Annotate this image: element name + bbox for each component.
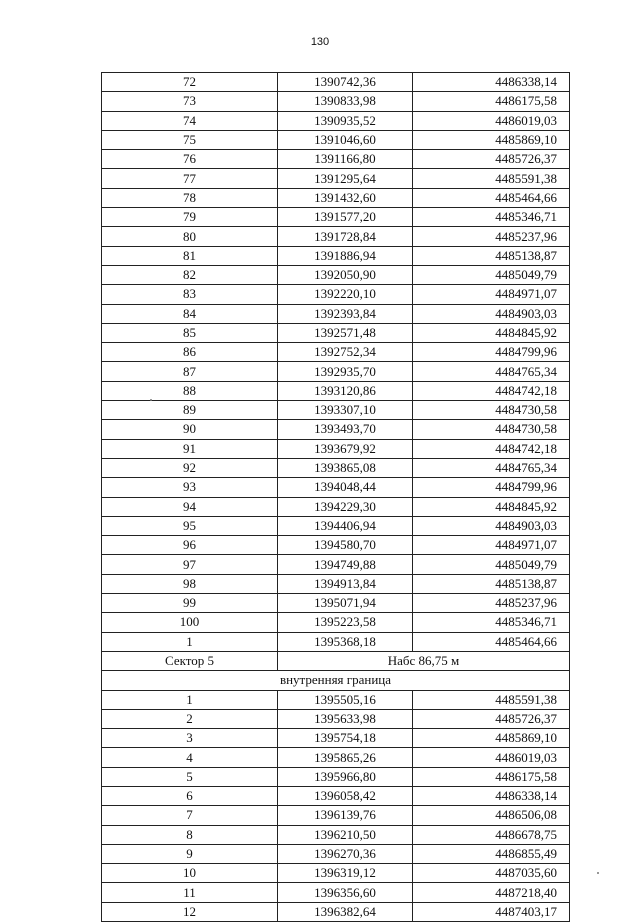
x-coordinate-cell: 1394913,84 — [278, 574, 413, 593]
point-number-cell: 94 — [102, 497, 278, 516]
point-number-cell: 72 — [102, 73, 278, 92]
x-coordinate-cell: 1396382,64 — [278, 902, 413, 921]
point-number-cell: 98 — [102, 574, 278, 593]
table-row — [102, 806, 570, 825]
x-coordinate-cell: 1393679,92 — [278, 439, 413, 458]
page-number: 130 — [310, 36, 330, 48]
table-row — [102, 265, 570, 284]
x-coordinate-cell: 1392752,34 — [278, 343, 413, 362]
x-coordinate-cell: 1395505,16 — [278, 690, 413, 709]
x-coordinate-cell: 1393120,86 — [278, 381, 413, 400]
scan-speck — [150, 399, 152, 401]
point-number-cell: 76 — [102, 150, 278, 169]
table-body-bottom — [102, 690, 570, 922]
table-row — [102, 864, 570, 883]
table-row — [102, 729, 570, 748]
point-number-cell: 1 — [102, 690, 278, 709]
table-row — [102, 574, 570, 593]
table-row — [102, 439, 570, 458]
table-row — [102, 188, 570, 207]
point-number-cell: 75 — [102, 130, 278, 149]
x-coordinate-cell: 1394406,94 — [278, 516, 413, 535]
x-coordinate-cell: 1395633,98 — [278, 709, 413, 728]
x-coordinate-cell: 1391728,84 — [278, 227, 413, 246]
y-coordinate-cell: 4486019,03 — [413, 111, 570, 130]
y-coordinate-cell: 4486338,14 — [413, 73, 570, 92]
table-row — [102, 748, 570, 767]
y-coordinate-cell: 4484742,18 — [413, 439, 570, 458]
table-row — [102, 111, 570, 130]
point-number-cell: 88 — [102, 381, 278, 400]
point-number-cell: 82 — [102, 265, 278, 284]
table-row — [102, 420, 570, 439]
point-number-cell: 12 — [102, 902, 278, 921]
y-coordinate-cell: 4484903,03 — [413, 516, 570, 535]
y-coordinate-cell: 4485869,10 — [413, 729, 570, 748]
point-number-cell: 91 — [102, 439, 278, 458]
sector-row — [102, 651, 570, 670]
table-row — [102, 690, 570, 709]
table-row — [102, 478, 570, 497]
x-coordinate-cell: 1392050,90 — [278, 265, 413, 284]
sector-label: Сектор 5 — [102, 651, 278, 670]
y-coordinate-cell: 4485464,66 — [413, 632, 570, 651]
point-number-cell: 83 — [102, 285, 278, 304]
x-coordinate-cell: 1390935,52 — [278, 111, 413, 130]
point-number-cell: 89 — [102, 401, 278, 420]
point-number-cell: 73 — [102, 92, 278, 111]
table-row — [102, 786, 570, 805]
boundary-row — [102, 671, 570, 690]
y-coordinate-cell: 4484903,03 — [413, 304, 570, 323]
x-coordinate-cell: 1392220,10 — [278, 285, 413, 304]
point-number-cell: 100 — [102, 613, 278, 632]
point-number-cell: 6 — [102, 786, 278, 805]
x-coordinate-cell: 1395368,18 — [278, 632, 413, 651]
x-coordinate-cell: 1396139,76 — [278, 806, 413, 825]
point-number-cell: 74 — [102, 111, 278, 130]
y-coordinate-cell: 4484845,92 — [413, 323, 570, 342]
table-row — [102, 536, 570, 555]
y-coordinate-cell: 4487218,40 — [413, 883, 570, 902]
point-number-cell: 87 — [102, 362, 278, 381]
point-number-cell: 77 — [102, 169, 278, 188]
y-coordinate-cell: 4484765,34 — [413, 458, 570, 477]
y-coordinate-cell: 4484742,18 — [413, 381, 570, 400]
table-row — [102, 381, 570, 400]
y-coordinate-cell: 4486175,58 — [413, 767, 570, 786]
table-row — [102, 709, 570, 728]
y-coordinate-cell: 4485464,66 — [413, 188, 570, 207]
y-coordinate-cell: 4485591,38 — [413, 169, 570, 188]
table-row — [102, 169, 570, 188]
y-coordinate-cell: 4486338,14 — [413, 786, 570, 805]
x-coordinate-cell: 1391577,20 — [278, 208, 413, 227]
coordinates-table — [101, 72, 570, 922]
table-row — [102, 516, 570, 535]
sector-header — [102, 651, 570, 690]
point-number-cell: 79 — [102, 208, 278, 227]
y-coordinate-cell: 4485869,10 — [413, 130, 570, 149]
x-coordinate-cell: 1395754,18 — [278, 729, 413, 748]
x-coordinate-cell: 1395223,58 — [278, 613, 413, 632]
height-label: Набс 86,75 м — [278, 651, 570, 670]
x-coordinate-cell: 1396270,36 — [278, 844, 413, 863]
x-coordinate-cell: 1392935,70 — [278, 362, 413, 381]
x-coordinate-cell: 1395865,26 — [278, 748, 413, 767]
y-coordinate-cell: 4486019,03 — [413, 748, 570, 767]
point-number-cell: 97 — [102, 555, 278, 574]
x-coordinate-cell: 1394048,44 — [278, 478, 413, 497]
x-coordinate-cell: 1391432,60 — [278, 188, 413, 207]
table-row — [102, 227, 570, 246]
table-row — [102, 246, 570, 265]
table-row — [102, 323, 570, 342]
y-coordinate-cell: 4485346,71 — [413, 613, 570, 632]
x-coordinate-cell: 1394580,70 — [278, 536, 413, 555]
table-row — [102, 902, 570, 921]
y-coordinate-cell: 4484730,58 — [413, 401, 570, 420]
point-number-cell: 2 — [102, 709, 278, 728]
x-coordinate-cell: 1395966,80 — [278, 767, 413, 786]
table-row — [102, 208, 570, 227]
x-coordinate-cell: 1395071,94 — [278, 594, 413, 613]
x-coordinate-cell: 1394229,30 — [278, 497, 413, 516]
point-number-cell: 95 — [102, 516, 278, 535]
point-number-cell: 78 — [102, 188, 278, 207]
y-coordinate-cell: 4485237,96 — [413, 594, 570, 613]
x-coordinate-cell: 1390742,36 — [278, 73, 413, 92]
point-number-cell: 90 — [102, 420, 278, 439]
x-coordinate-cell: 1392393,84 — [278, 304, 413, 323]
y-coordinate-cell: 4485138,87 — [413, 246, 570, 265]
y-coordinate-cell: 4487403,17 — [413, 902, 570, 921]
point-number-cell: 10 — [102, 864, 278, 883]
x-coordinate-cell: 1391046,60 — [278, 130, 413, 149]
y-coordinate-cell: 4485237,96 — [413, 227, 570, 246]
y-coordinate-cell: 4485138,87 — [413, 574, 570, 593]
point-number-cell: 7 — [102, 806, 278, 825]
table-row — [102, 285, 570, 304]
point-number-cell: 92 — [102, 458, 278, 477]
x-coordinate-cell: 1391166,80 — [278, 150, 413, 169]
x-coordinate-cell: 1393865,08 — [278, 458, 413, 477]
y-coordinate-cell: 4485049,79 — [413, 555, 570, 574]
y-coordinate-cell: 4484799,96 — [413, 343, 570, 362]
table-row — [102, 632, 570, 651]
x-coordinate-cell: 1396319,12 — [278, 864, 413, 883]
table-row — [102, 497, 570, 516]
table-row — [102, 458, 570, 477]
table-row — [102, 343, 570, 362]
boundary-label: внутренняя граница — [102, 671, 570, 690]
point-number-cell: 96 — [102, 536, 278, 555]
table-row — [102, 844, 570, 863]
y-coordinate-cell: 4484971,07 — [413, 285, 570, 304]
point-number-cell: 11 — [102, 883, 278, 902]
y-coordinate-cell: 4487035,60 — [413, 864, 570, 883]
table-body-top — [102, 73, 570, 652]
table-row — [102, 594, 570, 613]
point-number-cell: 8 — [102, 825, 278, 844]
table-row — [102, 304, 570, 323]
y-coordinate-cell: 4486678,75 — [413, 825, 570, 844]
point-number-cell: 1 — [102, 632, 278, 651]
table-row — [102, 401, 570, 420]
x-coordinate-cell: 1392571,48 — [278, 323, 413, 342]
x-coordinate-cell: 1396356,60 — [278, 883, 413, 902]
y-coordinate-cell: 4484971,07 — [413, 536, 570, 555]
table-row — [102, 73, 570, 92]
table-row — [102, 130, 570, 149]
point-number-cell: 4 — [102, 748, 278, 767]
point-number-cell: 85 — [102, 323, 278, 342]
scan-speck — [597, 872, 599, 874]
table-row — [102, 362, 570, 381]
table-row — [102, 883, 570, 902]
y-coordinate-cell: 4484765,34 — [413, 362, 570, 381]
y-coordinate-cell: 4485726,37 — [413, 709, 570, 728]
y-coordinate-cell: 4484799,96 — [413, 478, 570, 497]
point-number-cell: 5 — [102, 767, 278, 786]
table-row — [102, 613, 570, 632]
y-coordinate-cell: 4485726,37 — [413, 150, 570, 169]
point-number-cell: 86 — [102, 343, 278, 362]
y-coordinate-cell: 4485591,38 — [413, 690, 570, 709]
point-number-cell: 99 — [102, 594, 278, 613]
table-row — [102, 767, 570, 786]
x-coordinate-cell: 1396058,42 — [278, 786, 413, 805]
x-coordinate-cell: 1390833,98 — [278, 92, 413, 111]
y-coordinate-cell: 4484845,92 — [413, 497, 570, 516]
table-row — [102, 825, 570, 844]
table-row — [102, 92, 570, 111]
x-coordinate-cell: 1393307,10 — [278, 401, 413, 420]
point-number-cell: 81 — [102, 246, 278, 265]
y-coordinate-cell: 4486506,08 — [413, 806, 570, 825]
point-number-cell: 93 — [102, 478, 278, 497]
table-row — [102, 150, 570, 169]
x-coordinate-cell: 1393493,70 — [278, 420, 413, 439]
x-coordinate-cell: 1396210,50 — [278, 825, 413, 844]
x-coordinate-cell: 1391295,64 — [278, 169, 413, 188]
x-coordinate-cell: 1394749,88 — [278, 555, 413, 574]
y-coordinate-cell: 4485049,79 — [413, 265, 570, 284]
y-coordinate-cell: 4484730,58 — [413, 420, 570, 439]
point-number-cell: 84 — [102, 304, 278, 323]
table-row — [102, 555, 570, 574]
point-number-cell: 9 — [102, 844, 278, 863]
y-coordinate-cell: 4486855,49 — [413, 844, 570, 863]
point-number-cell: 80 — [102, 227, 278, 246]
y-coordinate-cell: 4485346,71 — [413, 208, 570, 227]
x-coordinate-cell: 1391886,94 — [278, 246, 413, 265]
point-number-cell: 3 — [102, 729, 278, 748]
y-coordinate-cell: 4486175,58 — [413, 92, 570, 111]
